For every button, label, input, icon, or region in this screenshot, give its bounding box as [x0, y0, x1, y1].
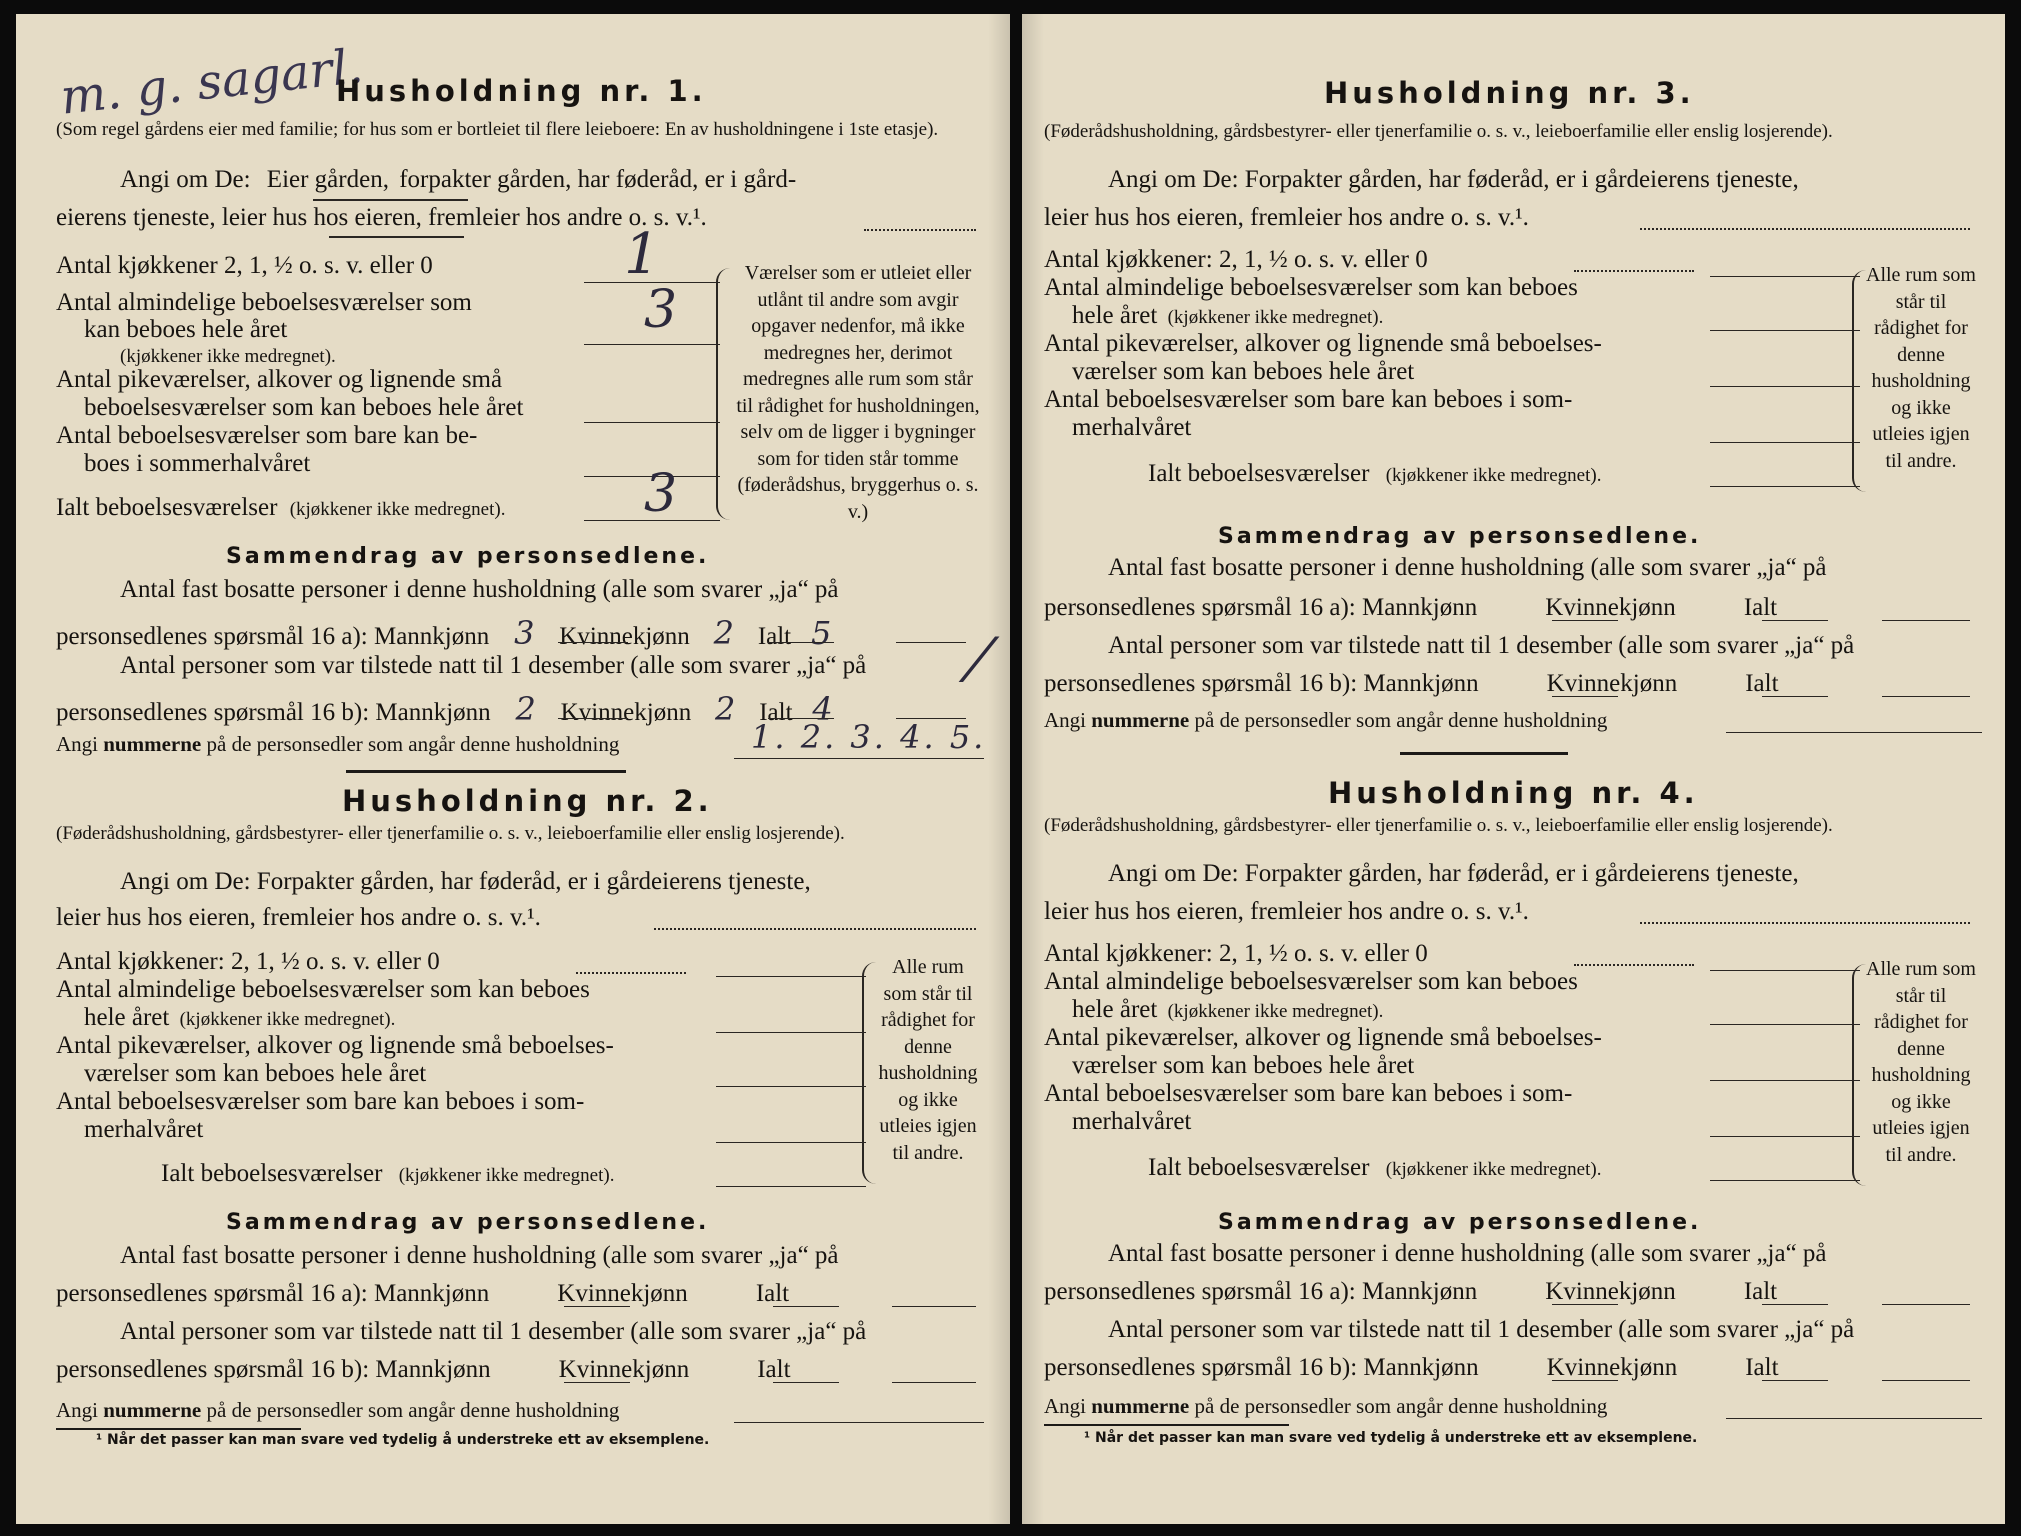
h1-alm-1: Antal almindelige beboelsesværelser som	[56, 289, 472, 316]
h3-somm-field[interactable]	[1710, 442, 1860, 443]
household-3-paren: (Føderådshusholdning, gårdsbestyrer- eller tjenerfamilie o. s. v., leieboerfamilie eller enslig losjerende).	[1044, 121, 1833, 142]
h2-nums-field[interactable]	[734, 1422, 984, 1423]
h3-pike-2: værelser som kan beboes hele året	[1072, 358, 1415, 385]
h2-pike-2: værelser som kan beboes hele året	[84, 1060, 427, 1087]
h4-alm-1: Antal almindelige beboelsesværelser som kan beboes	[1044, 968, 1578, 995]
h3-ialt	[1148, 460, 1601, 488]
household-4-title: Husholdning nr. 4.	[1328, 776, 1699, 810]
h1-ialt-label: Ialt beboelsesværelser	[56, 494, 278, 521]
h4-alm-field[interactable]	[1710, 1024, 1860, 1025]
h4-ialt-b-label: Ialt	[1745, 1354, 1779, 1381]
h4-ialt-a-label: Ialt	[1743, 1278, 1778, 1305]
h4-kjokk: Antal kjøkkener: 2, 1, ½ o. s. v. eller 0	[1044, 940, 1428, 967]
footnote-rule-right	[1044, 1424, 1289, 1426]
h4-kvinne-a-field[interactable]	[1762, 1304, 1828, 1305]
h1-note: Værelser som er utleiet eller utlånt til andre som avgir opgaver nedenfor, må ikke medregnes her, derimot medregnes alle rum som står til rådighet for husholdningen, selv om de ligger i bygninger som for tiden står tomme (føderådshus, bryggerhus o. s. v.)	[736, 262, 980, 523]
h3-ialt-a-label: Ialt	[1743, 594, 1778, 621]
h3-a1: Antal fast bosatte personer i denne husholdning (alle som svarer „ja“ på	[1108, 554, 1827, 581]
fold-shadow	[988, 14, 1010, 1524]
h3-alm-2-label: hele året	[1072, 302, 1158, 329]
h2-b2	[56, 1356, 791, 1384]
h1-mann-a: 3	[514, 614, 535, 652]
h3-angi-num	[1044, 708, 1607, 733]
h2-total-a-field[interactable]	[892, 1306, 976, 1307]
h1-leier-underline	[329, 236, 464, 238]
h4-b2	[1044, 1354, 1779, 1382]
h1-ialt-a-label: Ialt	[757, 623, 792, 650]
h2-total-b-field[interactable]	[892, 1382, 976, 1383]
footnote-rule-left	[56, 1428, 301, 1430]
h1-nums-value: 1. 2. 3. 4. 5.	[751, 718, 987, 756]
h1-kjokk: Antal kjøkkener 2, 1, ½ o. s. v. eller 0	[56, 252, 433, 279]
h3-alm-2-small: (kjøkkener ikke medregnet).	[1167, 307, 1384, 328]
h2-sum-title: Sammendrag av personsedlene.	[226, 1210, 710, 1235]
h2-kv-a-label: Kvinnekjønn	[557, 1280, 688, 1307]
h3-ialt-b-label: Ialt	[1745, 670, 1779, 697]
h2-angi-num-pre: Angi	[56, 1398, 98, 1422]
h3-angi-num-pre: Angi	[1044, 708, 1086, 732]
h4-mann-a-field[interactable]	[1552, 1304, 1618, 1305]
h3-b2	[1044, 670, 1779, 698]
h2-somm-field[interactable]	[716, 1142, 866, 1143]
h3-angi-1: Angi om De: Forpakter gården, har føderåd, er i gårdeierens tjeneste,	[1108, 166, 1799, 193]
h3-mann-b-field[interactable]	[1552, 696, 1618, 697]
h1-kv-b-label: Kvinnekjønn	[560, 699, 692, 726]
h1-a1: Antal fast bosatte personer i denne husholdning (alle som svarer „ja“ på	[120, 576, 839, 603]
h1-alm-value: 3	[644, 280, 678, 340]
h3-pike-1: Antal pikeværelser, alkover og lignende små beboelses-	[1044, 330, 1602, 357]
h4-ialt-small: (kjøkkener ikke medregnet).	[1385, 1159, 1602, 1180]
h4-note: Alle rum som står til rådighet for denne husholdning og ikke utleies igjen til andre.	[1866, 958, 1976, 1166]
h4-angi-num-pre: Angi	[1044, 1394, 1086, 1418]
h1-total-a-field[interactable]	[896, 642, 966, 643]
h2-ialt-a-label: Ialt	[755, 1280, 790, 1307]
h4-angi-num-bold: nummerne	[1091, 1394, 1190, 1418]
h1-kvinne-a: 2	[713, 614, 734, 652]
h4-angi-1: Angi om De: Forpakter gården, har føderåd, er i gårdeierens tjeneste,	[1108, 860, 1799, 887]
h1-ialt-small: (kjøkkener ikke medregnet).	[289, 499, 506, 520]
h4-ialt	[1148, 1154, 1601, 1182]
h4-b1: Antal personer som var tilstede natt til 1 desember (alle som svarer „ja“ på	[1108, 1316, 1855, 1343]
h2-kvinne-b-field[interactable]	[773, 1382, 839, 1383]
h2-pike-1: Antal pikeværelser, alkover og lignende små beboelses-	[56, 1032, 614, 1059]
h2-kjokk-field[interactable]	[716, 976, 866, 977]
h4-angi-num	[1044, 1394, 1607, 1419]
h1-angi-num-bold: nummerne	[103, 732, 202, 756]
h3-alm-2	[1072, 302, 1383, 330]
h1-eier-underline	[313, 199, 468, 201]
h4-a1: Antal fast bosatte personer i denne husholdning (alle som svarer „ja“ på	[1108, 1240, 1827, 1267]
h4-somm-field[interactable]	[1710, 1136, 1860, 1137]
h4-angi-num-post: på de personsedler som angår denne husholdning	[1194, 1394, 1608, 1418]
h1-alm-field[interactable]	[584, 344, 720, 345]
h3-ialt-field[interactable]	[1710, 486, 1860, 487]
household-2-title: Husholdning nr. 2.	[342, 784, 713, 818]
right-page	[1022, 14, 2005, 1524]
left-page	[16, 14, 1010, 1524]
h4-pike-field[interactable]	[1710, 1080, 1860, 1081]
h3-a2-label: personsedlenes spørsmål 16 a): Mannkjønn	[1044, 594, 1478, 621]
h3-somm-2: merhalvåret	[1072, 414, 1192, 441]
h4-kv-b-label: Kvinnekjønn	[1546, 1354, 1678, 1381]
h1-b2-label: personsedlenes spørsmål 16 b): Mannkjønn	[56, 699, 491, 726]
h3-nums-field[interactable]	[1726, 732, 1982, 733]
h3-kjokk: Antal kjøkkener: 2, 1, ½ o. s. v. eller 0	[1044, 246, 1428, 273]
h2-ialt	[161, 1160, 614, 1188]
h1-sum-title: Sammendrag av personsedlene.	[226, 544, 710, 569]
h4-b2-label: personsedlenes spørsmål 16 b): Mannkjønn	[1044, 1354, 1479, 1381]
h3-total-a-field[interactable]	[1882, 620, 1970, 621]
h1-pike-1: Antal pikeværelser, alkover og lignende små	[56, 366, 503, 393]
h4-kjokk-dots	[1574, 964, 1694, 966]
h1-b1: Antal personer som var tilstede natt til 1 desember (alle som svarer „ja“ på	[120, 652, 867, 679]
household-1-title: Husholdning nr. 1.	[336, 74, 707, 108]
h1-angi-line-1	[120, 166, 796, 194]
h2-angi-num-post: på de personsedler som angår denne husholdning	[206, 1398, 620, 1422]
h3-ialt-small: (kjøkkener ikke medregnet).	[1385, 465, 1602, 486]
h1-kv-a-label: Kvinnekjønn	[559, 623, 690, 650]
h3-mann-a-field[interactable]	[1552, 620, 1618, 621]
footnote-left: ¹ Når det passer kan man svare ved tydelig å understreke ett av eksemplene.	[96, 1432, 710, 1448]
h1-alm-2: kan beboes hele året	[84, 316, 288, 343]
h1-pike-field[interactable]	[584, 422, 720, 423]
h1-total-a: 5	[810, 614, 832, 652]
h3-total-b-field[interactable]	[1882, 696, 1970, 697]
h2-ialt-b-label: Ialt	[757, 1356, 791, 1383]
household-3-title: Husholdning nr. 3.	[1324, 76, 1695, 110]
h1-ialt-value: 3	[644, 464, 678, 524]
h4-somm-2: merhalvåret	[1072, 1108, 1192, 1135]
h2-somm-2: merhalvåret	[84, 1116, 204, 1143]
h3-kv-a-label: Kvinnekjønn	[1545, 594, 1676, 621]
h4-kvinne-b-field[interactable]	[1762, 1380, 1828, 1381]
h2-b1: Antal personer som var tilstede natt til 1 desember (alle som svarer „ja“ på	[120, 1318, 867, 1345]
h4-ialt-field[interactable]	[1710, 1180, 1860, 1181]
h3-somm-1: Antal beboelsesværelser som bare kan beboes i som-	[1044, 386, 1573, 413]
h2-a1: Antal fast bosatte personer i denne husholdning (alle som svarer „ja“ på	[120, 1242, 839, 1269]
h2-note: Alle rum som står til rådighet for denne husholdning og ikke utleies igjen til andre.	[878, 956, 978, 1164]
h4-ialt-label: Ialt beboelsesværelser	[1148, 1154, 1370, 1181]
h1-note-brace	[716, 268, 732, 520]
handwritten-scribble: m. g. sagarl.	[57, 38, 366, 126]
h3-alm-field[interactable]	[1710, 330, 1860, 331]
h1-pike-2: beboelsesværelser som kan beboes hele året	[84, 394, 524, 421]
h1-mann-a-field[interactable]	[558, 642, 628, 643]
h2-ialt-field[interactable]	[716, 1186, 866, 1187]
h4-total-a-field[interactable]	[1882, 1304, 1970, 1305]
h3-kjokk-field[interactable]	[1710, 276, 1860, 277]
h1-kvinne-b: 2	[715, 690, 736, 728]
h4-kv-a-label: Kvinnekjønn	[1545, 1278, 1676, 1305]
h4-alm-2-small: (kjøkkener ikke medregnet).	[1167, 1001, 1384, 1022]
h4-nums-field[interactable]	[1726, 1418, 1982, 1419]
h2-angi-num-bold: nummerne	[103, 1398, 202, 1422]
h1-angi-rest: forpakter gården, har føderåd, er i gård-	[399, 166, 797, 193]
h2-ialt-small: (kjøkkener ikke medregnet).	[398, 1165, 615, 1186]
h4-mann-b-field[interactable]	[1552, 1380, 1618, 1381]
h2-angi-answer-line[interactable]	[654, 928, 976, 930]
h2-b2-label: personsedlenes spørsmål 16 b): Mannkjønn	[56, 1356, 491, 1383]
h2-kjokk-dots	[576, 972, 686, 974]
h4-pike-1: Antal pikeværelser, alkover og lignende små beboelses-	[1044, 1024, 1602, 1051]
h3-pike-field[interactable]	[1710, 386, 1860, 387]
h1-kjokk-value: 1	[624, 222, 660, 287]
household-2-paren: (Føderådshusholdning, gårdsbestyrer- eller tjenerfamilie o. s. v., leieboerfamilie eller enslig losjerende).	[56, 823, 845, 844]
h2-angi-num	[56, 1398, 619, 1423]
h1-angi-num-post: på de personsedler som angår denne husholdning	[206, 732, 620, 756]
h3-angi-num-bold: nummerne	[1091, 708, 1190, 732]
h3-b2-label: personsedlenes spørsmål 16 b): Mannkjønn	[1044, 670, 1479, 697]
h3-note: Alle rum som står til rådighet for denne husholdning og ikke utleies igjen til andre.	[1866, 264, 1976, 472]
h2-angi-2: leier hus hos eieren, fremleier hos andre o. s. v.¹.	[56, 904, 541, 931]
h3-alm-1: Antal almindelige beboelsesværelser som kan beboes	[1044, 274, 1578, 301]
h2-mann-a-field[interactable]	[564, 1306, 630, 1307]
fold-shadow-right	[1022, 14, 1044, 1524]
h1-check-mark: ⁄	[974, 626, 985, 696]
h1-angi-label: Angi om De:	[120, 166, 251, 193]
h3-a2	[1044, 594, 1777, 622]
h1-somm-2: boes i sommerhalvåret	[84, 450, 311, 477]
h3-kjokk-dots	[1574, 270, 1694, 272]
h1-b2	[56, 690, 853, 728]
h2-somm-1: Antal beboelsesværelser som bare kan beboes i som-	[56, 1088, 585, 1115]
footnote-right: ¹ Når det passer kan man svare ved tydelig å understreke ett av eksemplene.	[1084, 1430, 1698, 1446]
h2-ialt-label: Ialt beboelsesværelser	[161, 1160, 383, 1187]
h4-kjokk-field[interactable]	[1710, 970, 1860, 971]
household-4-paren: (Føderådshusholdning, gårdsbestyrer- eller tjenerfamilie o. s. v., leieboerfamilie eller enslig losjerende).	[1044, 815, 1833, 836]
h4-pike-2: værelser som kan beboes hele året	[1072, 1052, 1415, 1079]
h1-angi-answer-line[interactable]	[864, 229, 976, 231]
divider-3-4	[1400, 752, 1568, 755]
h1-angi-line-2: eierens tjeneste, leier hus hos eieren, fremleier hos andre o. s. v.¹.	[56, 204, 707, 231]
h2-mann-b-field[interactable]	[564, 1382, 630, 1383]
h3-b1: Antal personer som var tilstede natt til 1 desember (alle som svarer „ja“ på	[1108, 632, 1855, 659]
h3-angi-2: leier hus hos eieren, fremleier hos andre o. s. v.¹.	[1044, 204, 1529, 231]
h2-a2-label: personsedlenes spørsmål 16 a): Mannkjønn	[56, 1280, 490, 1307]
h1-angi-eier: Eier gården,	[266, 166, 389, 193]
h1-kvinne-a-field[interactable]	[768, 642, 834, 643]
h1-mann-b-field[interactable]	[558, 718, 628, 719]
h4-alm-2-label: hele året	[1072, 996, 1158, 1023]
h1-a2	[56, 614, 851, 652]
h3-kvinne-b-field[interactable]	[1762, 696, 1828, 697]
h2-kv-b-label: Kvinnekjønn	[558, 1356, 690, 1383]
h4-sum-title: Sammendrag av personsedlene.	[1218, 1210, 1702, 1235]
h1-angi-num-pre: Angi	[56, 732, 98, 756]
h4-angi-2: leier hus hos eieren, fremleier hos andre o. s. v.¹.	[1044, 898, 1529, 925]
h1-angi-num	[56, 732, 619, 757]
h1-ialt-b-label: Ialt	[759, 699, 793, 726]
h4-total-b-field[interactable]	[1882, 1380, 1970, 1381]
h2-alm-field[interactable]	[716, 1032, 866, 1033]
h4-alm-2	[1072, 996, 1383, 1024]
h3-sum-title: Sammendrag av personsedlene.	[1218, 524, 1702, 549]
h1-mann-b: 2	[515, 690, 536, 728]
h4-angi-answer-line[interactable]	[1640, 922, 1970, 924]
h3-kvinne-a-field[interactable]	[1762, 620, 1828, 621]
h4-a2-label: personsedlenes spørsmål 16 a): Mannkjønn	[1044, 1278, 1478, 1305]
h2-kjokk: Antal kjøkkener: 2, 1, ½ o. s. v. eller 0	[56, 948, 440, 975]
h4-a2	[1044, 1278, 1777, 1306]
h2-kvinne-a-field[interactable]	[773, 1306, 839, 1307]
h4-somm-1: Antal beboelsesværelser som bare kan beboes i som-	[1044, 1080, 1573, 1107]
h3-ialt-label: Ialt beboelsesværelser	[1148, 460, 1370, 487]
h2-alm-1: Antal almindelige beboelsesværelser som kan beboes	[56, 976, 590, 1003]
h2-alm-2-label: hele året	[84, 1004, 170, 1031]
h2-pike-field[interactable]	[716, 1086, 866, 1087]
h1-nums-field[interactable]	[734, 758, 984, 759]
h3-kv-b-label: Kvinnekjønn	[1546, 670, 1678, 697]
h1-somm-1: Antal beboelsesværelser som bare kan be-	[56, 422, 478, 449]
h1-a2-label: personsedlenes spørsmål 16 a): Mannkjønn	[56, 623, 490, 650]
divider-1-2	[346, 770, 626, 773]
household-1-paren: (Som regel gårdens eier med familie; for hus som er bortleiet til flere leieboere: En av husholdningene i 1ste etasje).	[56, 119, 939, 140]
h2-angi-1: Angi om De: Forpakter gården, har føderåd, er i gårdeierens tjeneste,	[120, 868, 811, 895]
h2-alm-2-small: (kjøkkener ikke medregnet).	[179, 1009, 396, 1030]
h3-angi-num-post: på de personsedler som angår denne husholdning	[1194, 708, 1608, 732]
h1-alm-3: (kjøkkener ikke medregnet).	[120, 346, 336, 367]
h2-alm-2	[84, 1004, 395, 1032]
h1-total-b: 4	[812, 690, 833, 728]
h3-angi-answer-line[interactable]	[1640, 228, 1970, 230]
h1-ialt	[56, 494, 505, 522]
h2-a2	[56, 1280, 789, 1308]
